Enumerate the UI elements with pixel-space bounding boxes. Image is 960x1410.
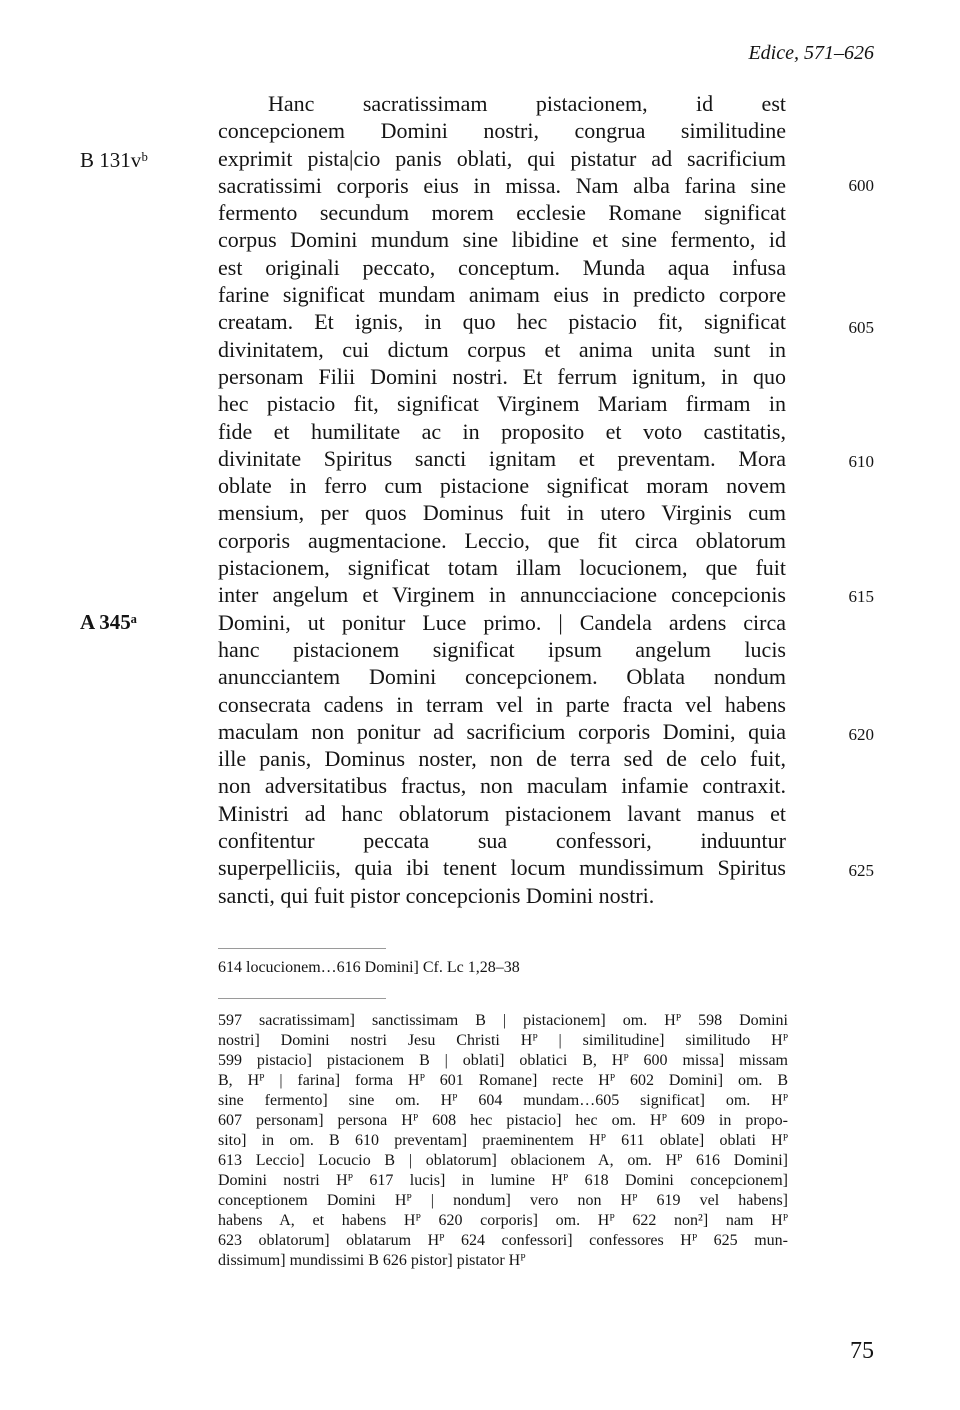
- text-line: concepcionem Domini nostri, congrua similitudine: [218, 118, 786, 144]
- running-header: Edice, 571–626: [748, 42, 874, 64]
- text-line: hec pistacio fit, significat Virginem Mariam firmam in: [218, 391, 786, 417]
- text-line: fide et humilitate ac in proposito et voto castitatis,: [218, 418, 786, 444]
- line-number: 615: [848, 587, 874, 606]
- text-line: mensium, per quos Dominus fuit in utero Virginis cum: [218, 500, 786, 526]
- critical-apparatus: [218, 1011, 788, 1271]
- text-line: anuncciantem Domini concepcionem. Oblata nondum: [218, 664, 786, 690]
- apparatus-line: 623 oblatorum] oblatarum Hᴾ 624 confessori] confessores Hᴾ 625 mun-: [218, 1232, 788, 1249]
- text-line: non adversitatibus fractus, non maculam infamie contraxit.: [218, 773, 786, 799]
- footnote-divider: [218, 948, 386, 949]
- apparatus-line: conceptionem Domini Hᴾ | nondum] vero non Hᴾ 619 vel habens]: [218, 1192, 788, 1209]
- text-line: fermento secundum morem ecclesie Romane significat: [218, 200, 786, 226]
- testimonia-note: 614 locucionem…616 Domini] Cf. Lc 1,28–38: [218, 959, 520, 976]
- text-line: exprimit pista|cio panis oblati, qui pistatur ad sacrificium: [218, 145, 786, 171]
- text-line: Hanc sacratissimam pistacionem, id est: [268, 91, 786, 116]
- text-line: inter angelum et Virginem in annuncciacione concepcionis: [218, 582, 786, 608]
- apparatus-line: 597 sacratissimam] sanctissimam B | pistacionem] om. Hᴾ 598 Domini: [218, 1012, 788, 1029]
- text-line: consecrata cadens in terram vel in parte fracta vel habens: [218, 691, 786, 717]
- apparatus-line: 599 pistacio] pistacionem B | oblati] oblatici B, Hᴾ 600 missa] missam: [218, 1052, 788, 1069]
- apparatus-line: nostri] Domini nostri Jesu Christi Hᴾ | similitudine] similitudo Hᴾ: [218, 1032, 788, 1049]
- text-line: farine significat mundam animam eius in predicto corpore: [218, 282, 786, 308]
- page-number: 75: [850, 1338, 874, 1364]
- apparatus-line: B, Hᴾ | farina] forma Hᴾ 601 Romane] recte Hᴾ 602 Domini] om. B: [218, 1072, 788, 1089]
- text-line: est originali peccato, conceptum. Munda aqua infusa: [218, 254, 786, 280]
- text-line: creatam. Et ignis, in quo hec pistacio fit, significat: [218, 309, 786, 335]
- apparatus-line: habens A, et habens Hᴾ 620 corporis] om. Hᴾ 622 non²] nam Hᴾ: [218, 1212, 788, 1229]
- text-line: sacratissimi corporis eius in missa. Nam alba farina sine: [218, 172, 786, 198]
- line-number: 600: [848, 176, 874, 195]
- line-number: 625: [848, 861, 874, 880]
- text-line: confitentur peccata sua confessori, induuntur: [218, 828, 786, 854]
- apparatus-line: 607 personam] persona Hᴾ 608 hec pistacio] hec om. Hᴾ 609 in propo-: [218, 1112, 788, 1129]
- text-line: pistacionem, significat totam illam locucionem, que fuit: [218, 555, 786, 581]
- edition-text: [218, 90, 786, 909]
- apparatus-line: 613 Leccio] Locucio B | oblatorum] oblacionem A, om. Hᴾ 616 Domini]: [218, 1152, 788, 1169]
- apparatus-divider: [218, 998, 386, 999]
- text-line: sancti, qui fuit pistor concepcionis Domini nostri.: [218, 882, 655, 908]
- text-line: oblate in ferro cum pistacione significat moram novem: [218, 473, 786, 499]
- apparatus-line: sine fermento] sine om. Hᴾ 604 mundam…605 significat] om. Hᴾ: [218, 1092, 788, 1109]
- text-line: corporis augmentacione. Leccio, que fit circa oblatorum: [218, 527, 786, 553]
- text-line: hanc pistacionem significat ipsum angelum lucis: [218, 636, 786, 662]
- text-line: Domini, ut ponitur Luce primo. | Candela ardens circa: [218, 609, 786, 635]
- text-line: corpus Domini mundum sine libidine et sine fermento, id: [218, 227, 786, 253]
- text-line: Ministri ad hanc oblatorum pistacionem lavant manus et: [218, 800, 786, 826]
- line-number: 605: [848, 318, 874, 337]
- siglum-b-folio: B 131vᵇ: [80, 148, 148, 172]
- apparatus-line: Domini nostri Hᴾ 617 lucis] in lumine Hᴾ 618 Domini concepcionem]: [218, 1172, 788, 1189]
- text-line: superpelliciis, quia ibi tenent locum mundissimum Spiritus: [218, 855, 786, 881]
- apparatus-line: sito] in om. B 610 preventam] praeminentem Hᴾ 611 oblate] oblati Hᴾ: [218, 1132, 788, 1149]
- siglum-a-folio: A 345ᵃ: [80, 610, 137, 634]
- text-line: maculam non ponitur ad sacrificium corporis Domini, quia: [218, 718, 786, 744]
- line-number: 610: [848, 452, 874, 471]
- apparatus-line: dissimum] mundissimi B 626 pistor] pistator Hᴾ: [218, 1252, 526, 1269]
- line-number: 620: [848, 725, 874, 744]
- text-line: divinitatem, cui dictum corpus et anima unita sunt in: [218, 336, 786, 362]
- text-line: divinitate Spiritus sancti ignitam et preventam. Mora: [218, 445, 786, 471]
- text-line: personam Filii Domini nostri. Et ferrum ignitum, in quo: [218, 363, 786, 389]
- text-line: ille panis, Dominus noster, non de terra sed de celo fuit,: [218, 746, 786, 772]
